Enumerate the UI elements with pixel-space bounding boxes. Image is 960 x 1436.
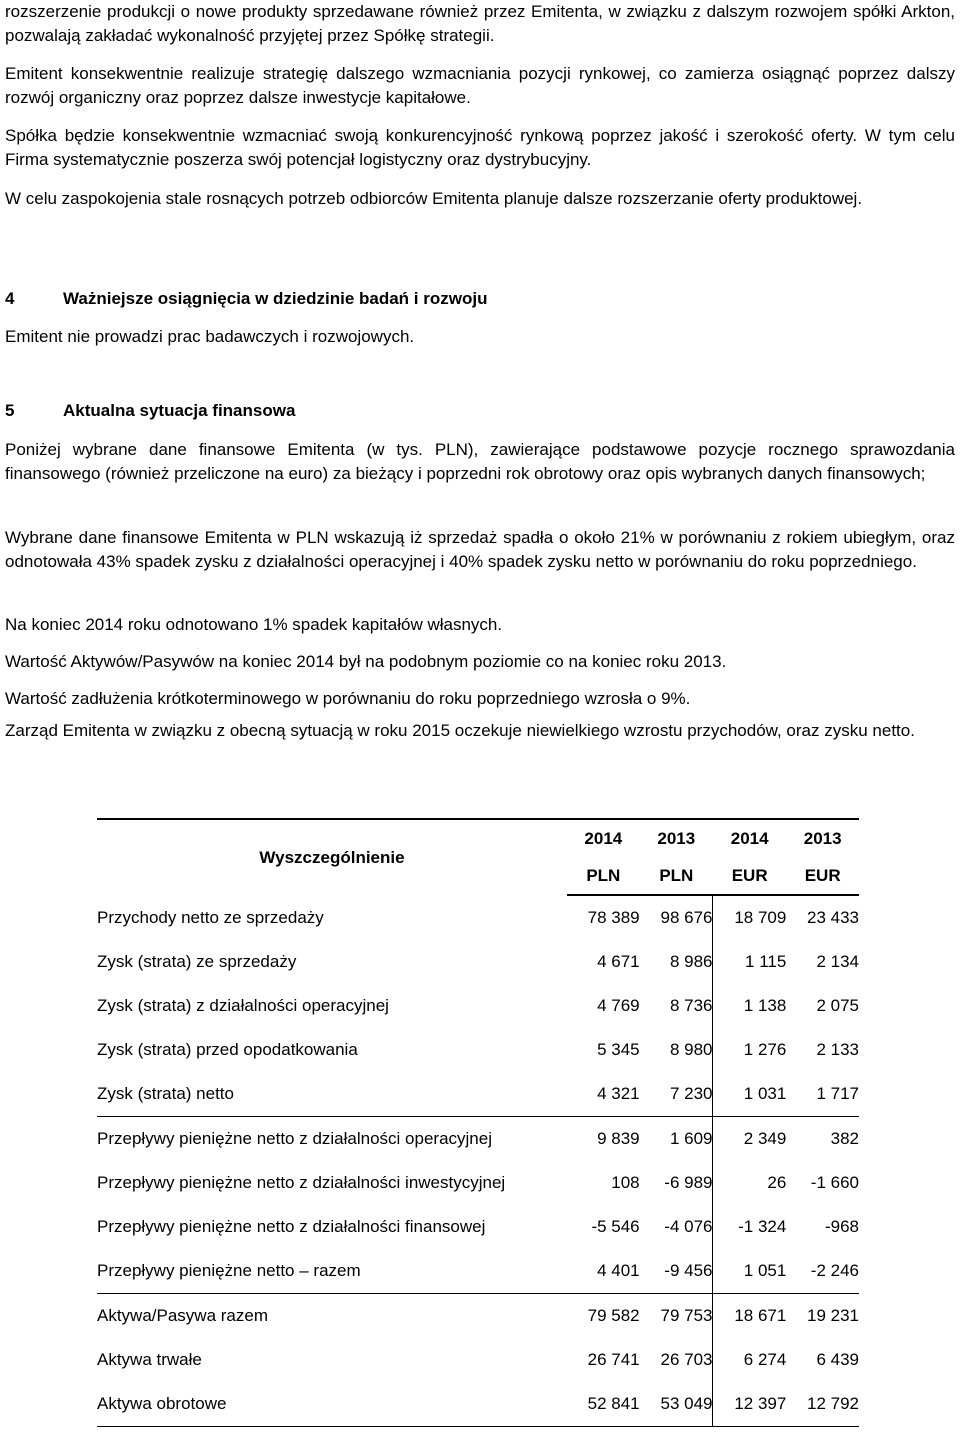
row-label: Zysk (strata) przed opodatkowania (97, 1040, 358, 1059)
table-row (97, 1117, 859, 1162)
table-header-year: 2014 (713, 819, 786, 857)
table-row (97, 1382, 859, 1427)
row-label: Zysk (strata) netto (97, 1084, 234, 1103)
cell-value: 7 230 (669, 1084, 713, 1103)
cell-value: 382 (786, 1117, 859, 1162)
row-label: Przepływy pieniężne netto z działalności inwestycyjnej (97, 1173, 506, 1192)
cell-value: 1 051 (713, 1249, 786, 1294)
cell-value: 18 709 (713, 895, 786, 940)
cell-value: 8 736 (669, 996, 713, 1015)
row-label: Aktywa obrotowe (97, 1382, 567, 1427)
section-5-number: 5 (5, 401, 15, 420)
table-row (97, 984, 859, 1028)
section-4-body: Emitent nie prowadzi prac badawczych i rozwojowych. (5, 327, 415, 346)
section-5-heading (5, 399, 295, 423)
row-label: Aktywa/Pasywa razem (97, 1294, 567, 1339)
cell-value: 4 401 (597, 1261, 640, 1280)
cell-value: 12 397 (713, 1382, 786, 1427)
cell-value: 12 792 (786, 1382, 859, 1427)
section-5-paragraph-debt: Wartość zadłużenia krótkoterminowego w porównaniu do roku poprzedniego wzrosła o 9%. (5, 689, 691, 708)
cell-value: -1 660 (810, 1173, 859, 1192)
paragraph-offer: W celu zaspokojenia stale rosnących potrzeb odbiorców Emitenta planuje dalsze rozszerzanie oferty produktowej. (5, 189, 863, 208)
table-row (97, 1294, 859, 1339)
cell-value: 1 031 (713, 1072, 786, 1117)
cell-value: -6 989 (664, 1173, 713, 1192)
cell-value: 26 703 (660, 1350, 713, 1369)
section-5-paragraph-equity: Na koniec 2014 roku odnotowano 1% spadek kapitałów własnych. (5, 615, 503, 634)
row-label: Przepływy pieniężne netto z działalności finansowej (97, 1217, 486, 1236)
cell-value: 23 433 (807, 908, 859, 927)
cell-value: 26 741 (587, 1350, 640, 1369)
cell-value: 4 769 (597, 996, 640, 1015)
table-row (97, 1205, 859, 1249)
cell-value: 5 345 (597, 1040, 640, 1059)
cell-value: 4 321 (597, 1084, 640, 1103)
cell-value: -5 546 (591, 1217, 640, 1236)
cell-value: 9 839 (567, 1117, 640, 1162)
cell-value: 8 980 (669, 1040, 713, 1059)
cell-value: -1 324 (713, 1205, 786, 1249)
cell-value: 98 676 (660, 908, 713, 927)
row-label: Zysk (strata) ze sprzedaży (97, 952, 297, 971)
row-label: Zysk (strata) z działalności operacyjnej (97, 996, 389, 1015)
table-header-currency: PLN (640, 857, 713, 895)
section-5-paragraph-sales: Wybrane dane finansowe Emitenta w PLN wskazują iż sprzedaż spadła o około 21% w porównaniu z rokiem ubiegłym, oraz odnotowała 43% spadek zysku z działalności operacyjnej i 40% spadek zysku netto w porównaniu do roku poprzedniego. (5, 528, 955, 571)
table-header-year: 2013 (640, 819, 713, 857)
table-body (97, 895, 859, 1427)
cell-value: 4 671 (597, 952, 640, 971)
table-row (97, 1249, 859, 1294)
table-header-currency: EUR (786, 857, 859, 895)
cell-value: 19 231 (786, 1294, 859, 1339)
section-5-title: Aktualna sytuacja finansowa (63, 401, 296, 420)
cell-value: 53 049 (640, 1382, 713, 1427)
cell-value: 1 115 (713, 940, 786, 984)
financial-data-table (97, 818, 859, 1427)
table-header-label: Wyszczególnienie (97, 819, 567, 895)
cell-value: 1 609 (640, 1117, 713, 1162)
cell-value: 78 389 (587, 908, 640, 927)
table-header-currency: PLN (567, 857, 640, 895)
cell-value: 18 671 (713, 1294, 786, 1339)
table-header-year: 2013 (786, 819, 859, 857)
paragraph-strategy: Emitent konsekwentnie realizuje strategię dalszego wzmacniania pozycji rynkowej, co zamierza osiągnąć poprzez dalszy rozwój organiczny oraz poprzez dalsze inwestycje kapitałowe. (5, 64, 955, 107)
cell-value: 6 439 (816, 1350, 859, 1369)
cell-value: 79 582 (567, 1294, 640, 1339)
cell-value: 6 274 (713, 1338, 786, 1382)
cell-value: 26 (713, 1161, 786, 1205)
cell-value: 79 753 (640, 1294, 713, 1339)
cell-value: 2 133 (816, 1040, 859, 1059)
row-label: Aktywa trwałe (97, 1350, 202, 1369)
section-4-heading (5, 287, 487, 311)
cell-value: 2 075 (816, 996, 859, 1015)
section-5-paragraph-intro: Poniżej wybrane dane finansowe Emitenta (w tys. PLN), zawierające podstawowe pozycje rocznego sprawozdania finansowego (również przeliczone na euro) za bieżący i poprzedni rok obrotowy oraz opis wybranych danych finansowych; (5, 440, 955, 483)
table-header-currency: EUR (713, 857, 786, 895)
cell-value: -9 456 (664, 1261, 713, 1280)
cell-value: 1 276 (713, 1028, 786, 1072)
cell-value: -4 076 (664, 1217, 713, 1236)
table-row (97, 1338, 859, 1382)
cell-value: 108 (611, 1173, 640, 1192)
table-row (97, 1028, 859, 1072)
section-4-number: 4 (5, 289, 15, 308)
row-label: Przepływy pieniężne netto – razem (97, 1261, 361, 1280)
table-row (97, 895, 859, 940)
cell-value: 8 986 (669, 952, 713, 971)
cell-value: -2 246 (810, 1261, 859, 1280)
section-5-paragraph-outlook: Zarząd Emitenta w związku z obecną sytuacją w roku 2015 oczekuje niewielkiego wzrostu przychodów, oraz zysku netto. (5, 721, 915, 740)
cell-value: -968 (824, 1217, 859, 1236)
paragraph-intro: rozszerzenie produkcji o nowe produkty sprzedawane również przez Emitenta, w związku z dalszym rozwojem spółki Arkton, pozwalają zakładać wykonalność przyjętej przez Spółkę strategii. (5, 2, 955, 45)
cell-value: 1 717 (816, 1084, 859, 1103)
table-header-year: 2014 (567, 819, 640, 857)
table-row (97, 1161, 859, 1205)
row-label: Przepływy pieniężne netto z działalności operacyjnej (97, 1117, 567, 1162)
cell-value: 2 349 (713, 1117, 786, 1162)
section-5-paragraph-assets: Wartość Aktywów/Pasywów na koniec 2014 był na podobnym poziomie co na koniec roku 2013. (5, 652, 727, 671)
table-row (97, 940, 859, 984)
cell-value: 1 138 (713, 984, 786, 1028)
section-4-title: Ważniejsze osiągnięcia w dziedzinie badań i rozwoju (63, 289, 488, 308)
table-row (97, 1072, 859, 1117)
row-label: Przychody netto ze sprzedaży (97, 907, 324, 927)
table-header-row (97, 819, 859, 857)
paragraph-competitiveness: Spółka będzie konsekwentnie wzmacniać swoją konkurencyjność rynkową poprzez jakość i szerokość oferty. W tym celu Firma systematycznie poszerza swój potencjał logistyczny oraz dystrybucyjny. (5, 126, 955, 169)
cell-value: 2 134 (816, 952, 859, 971)
cell-value: 52 841 (567, 1382, 640, 1427)
